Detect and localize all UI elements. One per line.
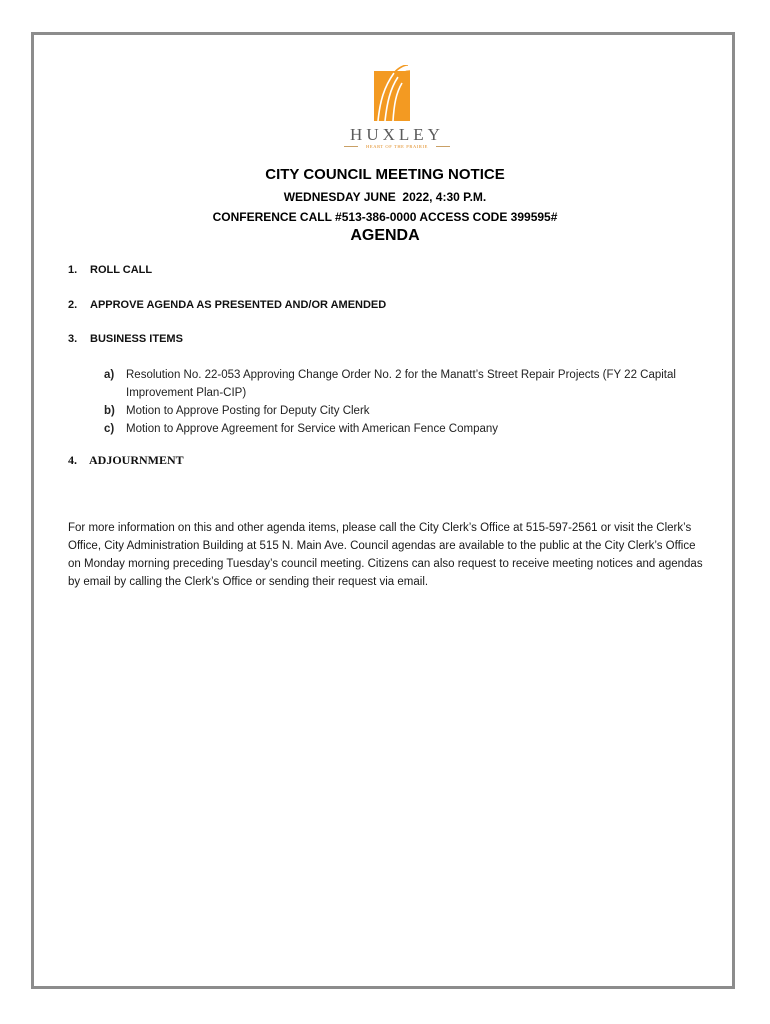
- business-item-text: Motion to Approve Posting for Deputy City Clerk: [126, 405, 370, 417]
- agenda-item-adjournment: [68, 453, 184, 468]
- agenda-item-number: 4.: [68, 453, 77, 467]
- contact-information-paragraph: For more information on this and other agenda items, please call the City Clerk’s Office at 515-597-2561 or visit the Clerk’s Office, City Administration Building at 515 N. Main Ave. Council agendas are available to the public at the City Clerk’s Office on Monday morning preceding Tuesday’s council meeting. Citizens can also request to receive meeting notices and agendas by email by calling the Clerk’s Office or sending their request via email.: [68, 522, 703, 588]
- business-item-letter: a): [104, 369, 115, 381]
- business-item-letter: c): [104, 423, 115, 435]
- agenda-item-label: ADJOURNMENT: [89, 453, 184, 467]
- agenda-item-roll-call: [68, 264, 152, 276]
- business-item-c: [104, 420, 694, 438]
- business-item-a: [104, 366, 694, 402]
- agenda-item-business-items: [68, 333, 183, 345]
- huxley-logo: [330, 62, 464, 154]
- agenda-item-label: ROLL CALL: [90, 264, 153, 276]
- meeting-date: WEDNESDAY JUNE 2022, 4:30 P.M.: [283, 190, 487, 204]
- agenda-item-label: BUSINESS ITEMS: [90, 333, 183, 345]
- business-item-letter: b): [104, 405, 115, 417]
- agenda-item-number: 2.: [68, 299, 78, 311]
- conference-call-line: CONFERENCE CALL #513-386-0000 ACCESS CODE 399595#: [212, 210, 558, 224]
- agenda-item-approve-agenda: [68, 299, 386, 311]
- logo-tagline: HEART OF THE PRAIRIE: [366, 144, 428, 149]
- notice-title: CITY COUNCIL MEETING NOTICE: [265, 166, 505, 183]
- agenda-item-label: APPROVE AGENDA AS PRESENTED AND/OR AMENDED: [90, 299, 387, 311]
- business-item-b: [104, 402, 694, 420]
- business-item-text: Motion to Approve Agreement for Service with American Fence Company: [126, 423, 499, 435]
- agenda-item-number: 1.: [68, 264, 78, 276]
- business-item-text: Resolution No. 22-053 Approving Change Order No. 2 for the Manatt’s Street Repair Projects (FY 22 Capital Improvement Plan-CIP): [126, 369, 676, 399]
- logo-wordmark: HUXLEY: [350, 125, 444, 144]
- prairie-grass-icon: [374, 65, 410, 121]
- agenda-item-number: 3.: [68, 333, 78, 345]
- logo-rule-right: [436, 146, 450, 147]
- agenda-heading: AGENDA: [350, 227, 420, 244]
